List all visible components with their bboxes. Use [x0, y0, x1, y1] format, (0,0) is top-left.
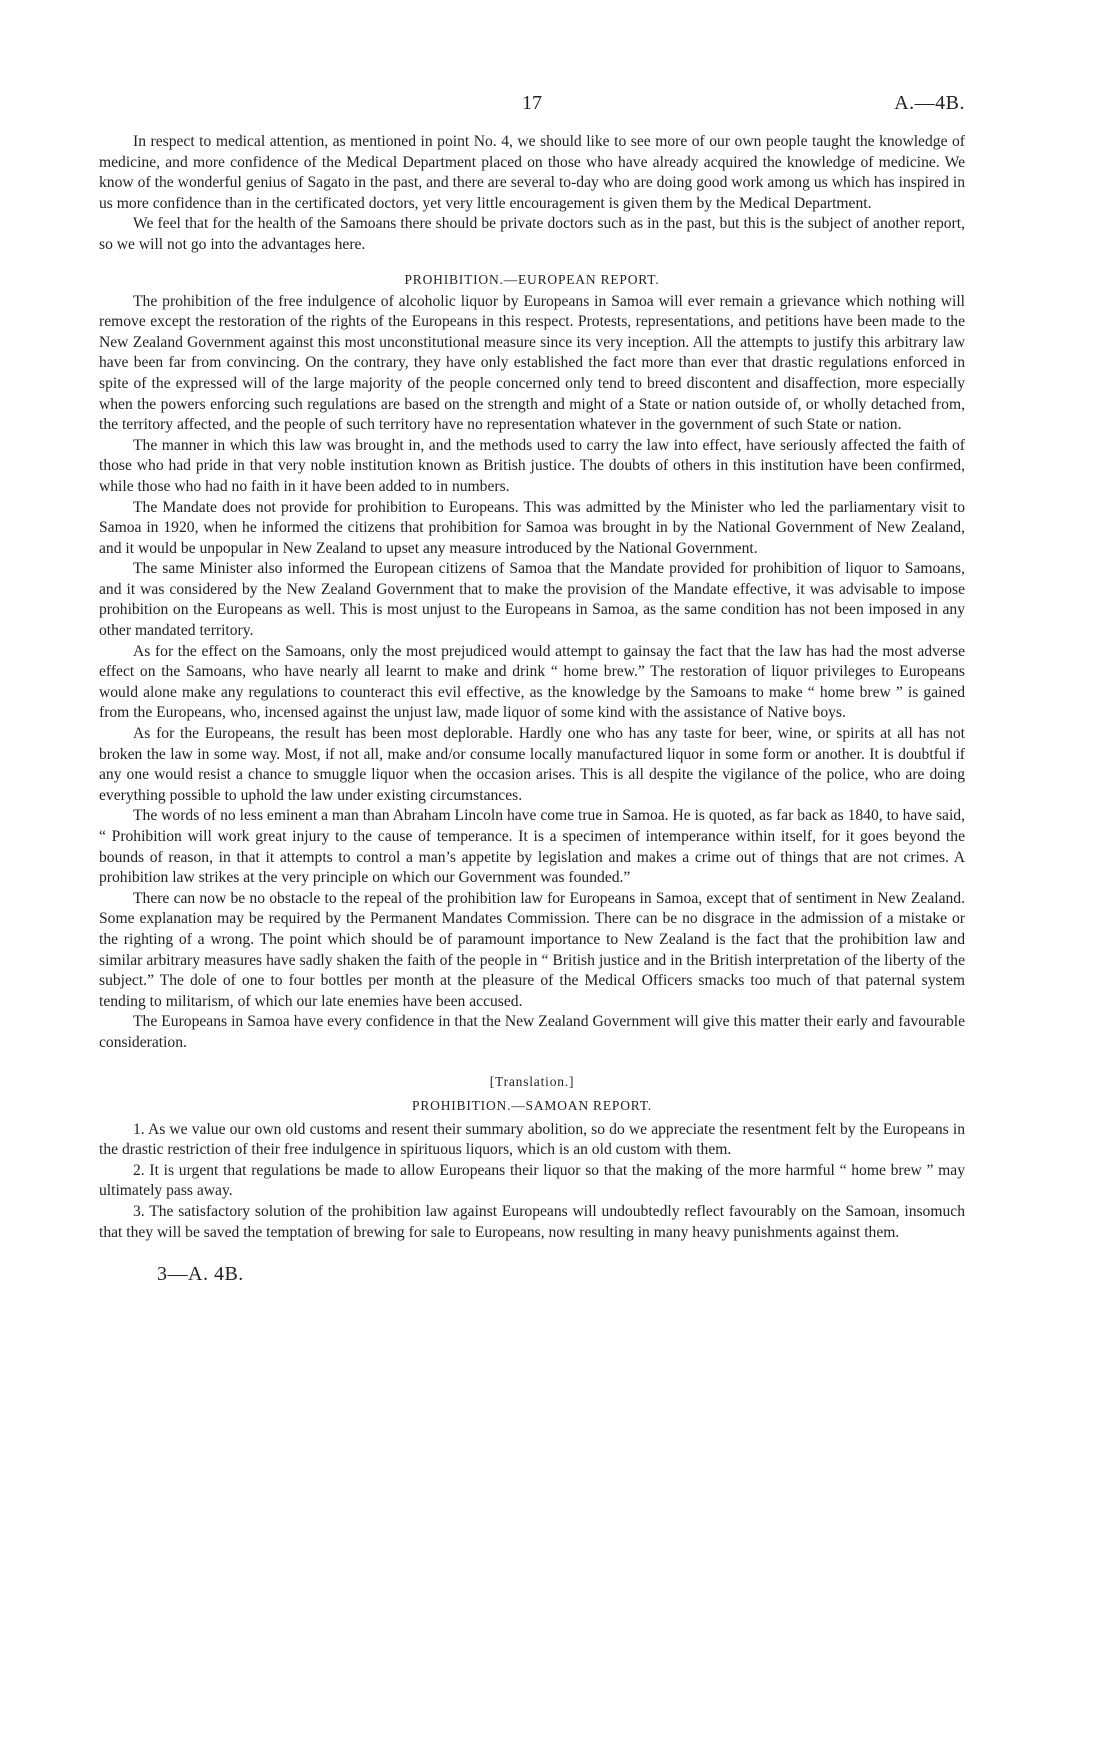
- medical-section: [99, 132, 965, 256]
- translation-label: [Translation.]: [489, 1073, 575, 1089]
- numbered-paragraph: 2. It is urgent that regulations be made to allow Europeans their liquor so that the making of the more harmful “ home brew ” may ultimately pass away.: [99, 1161, 965, 1200]
- paragraph: As for the effect on the Samoans, only the most prejudiced would attempt to gainsay the fact that the law has had the most adverse effect on the Samoans, who have nearly all learnt to make and drink “ home brew.” The restoration of liquor privileges to Europeans would alone make any regulations to counteract this evil effective, as the knowledge by the Samoans to make “ home brew ” is gained from the Europeans, who, incensed against the unjust law, made liquor of some kind with the assistance of Native boys.: [99, 642, 965, 722]
- samoan-report-section: [99, 1120, 965, 1244]
- page-header: [99, 92, 965, 132]
- paragraph: The Mandate does not provide for prohibition to Europeans. This was admitted by the Minister who led the parliamentary visit to Samoa in 1920, when he informed the citizens that prohibition for Samoa was brought in by the National Government of New Zealand, and it would be unpopular in New Zealand to upset any measure introduced by the National Government.: [99, 498, 965, 557]
- document-reference: A.—4B.: [894, 92, 965, 114]
- paragraph: We feel that for the health of the Samoans there should be private doctors such as in the past, but this is the subject of another report, so we will not go into the advantages here.: [99, 215, 965, 253]
- numbered-paragraph: 3. The satisfactory solution of the prohibition law against Europeans will undoubtedly reflect favourably on the Samoan, insomuch that they will be saved the temptation of brewing for sale to Europeans, now resulting in many heavy punishments against them.: [99, 1202, 965, 1241]
- paragraph: The words of no less eminent a man than Abraham Lincoln have come true in Samoa. He is quoted, as far back as 1840, to have said, “ Prohibition will work great injury to the cause of temperance. It is a specimen of intemperance within itself, for it goes beyond the bounds of reason, in that it attempts to control a man’s appetite by legislation and makes a crime out of things that are not crimes. A prohibition law strikes at the very principle on which our Government was founded.”: [99, 807, 965, 887]
- paragraph: The same Minister also informed the European citizens of Samoa that the Mandate provided for prohibition of liquor to Samoans, and it was considered by the New Zealand Government that to make the provision of the Mandate effective, it was advisable to impose prohibition on the Europeans as well. This is most unjust to the Europeans in Samoa, as the same condition has not been imposed in any other mandated territory.: [99, 560, 965, 640]
- paragraph: There can now be no obstacle to the repeal of the prohibition law for Europeans in Samoa, except that of sentiment in New Zealand. Some explanation may be required by the Permanent Mandates Commission. There can be no disgrace in the admission of a mistake or the righting of a wrong. The point which should be of paramount importance to New Zealand is the fact that the prohibition law and similar arbitrary measures have sadly shaken the faith of the people in “ British justice and in the British interpretation of the liberty of the subject.” The dole of one to four bottles per month at the pleasure of the Medical Officers smacks too much of that paternal system tending to militarism, of which our late enemies have been accused.: [99, 889, 965, 1010]
- samoan-report-heading: PROHIBITION.—SAMOAN REPORT.: [412, 1097, 652, 1113]
- document-page: [99, 92, 965, 1286]
- paragraph: In respect to medical attention, as mentioned in point No. 4, we should like to see more of our own people taught the knowledge of medicine, and more confidence of the Medical Department placed on those who have already acquired the knowledge of medicine. We know of the wonderful genius of Sagato in the past, and there are several to-day who are doing good work among us which has inspired in us more confidence than in the certificated doctors, yet very little encouragement is given them by the Medical Department.: [99, 133, 965, 212]
- paragraph: The prohibition of the free indulgence of alcoholic liquor by Europeans in Samoa will ever remain a grievance which nothing will remove except the restoration of the rights of the Europeans in this respect. Protests, representations, and petitions have been made to the New Zealand Government against this most unconstitutional measure since its very inception. All the attempts to justify this arbitrary law have been far from convincing. On the contrary, they have only established the fact more than ever that drastic regulations enforced in spite of the expressed will of the large majority of the people concerned only tend to breed discontent and disaffection, more especially when the powers enforcing such regulations are based on the strength and might of a State or nation outside of, or wholly detached from, the territory affected, and the people of such territory have no representation whatever in the government of such State or nation.: [99, 292, 965, 434]
- footer-reference: 3—A. 4B.: [157, 1263, 244, 1286]
- european-report-heading: PROHIBITION.—EUROPEAN REPORT.: [404, 271, 660, 287]
- paragraph: The manner in which this law was brought in, and the methods used to carry the law into effect, have seriously affected the faith of those who had pride in that very noble institution known as British justice. The doubts of others in this institution have been confirmed, while those who had no faith in it have been added to in numbers.: [99, 436, 965, 495]
- page-number: 17: [522, 92, 542, 114]
- numbered-paragraph: 1. As we value our own old customs and resent their summary abolition, so do we appreciate the resentment felt by the Europeans in the drastic restriction of their free indulgence in spirituous liquors, which is an old custom with them.: [99, 1120, 965, 1159]
- paragraph: The Europeans in Samoa have every confidence in that the New Zealand Government will give this matter their early and favourable consideration.: [99, 1013, 965, 1051]
- european-report-section: [99, 292, 965, 1054]
- paragraph: As for the Europeans, the result has been most deplorable. Hardly one who has any taste for beer, wine, or spirits at all has not broken the law in some way. Most, if not all, make and/or consume locally manufactured liquor in some form or another. It is doubtful if any one would resist a chance to smuggle liquor when the occasion arises. This is all despite the vigilance of the police, who are doing everything possible to uphold the law under existing circumstances.: [99, 725, 965, 804]
